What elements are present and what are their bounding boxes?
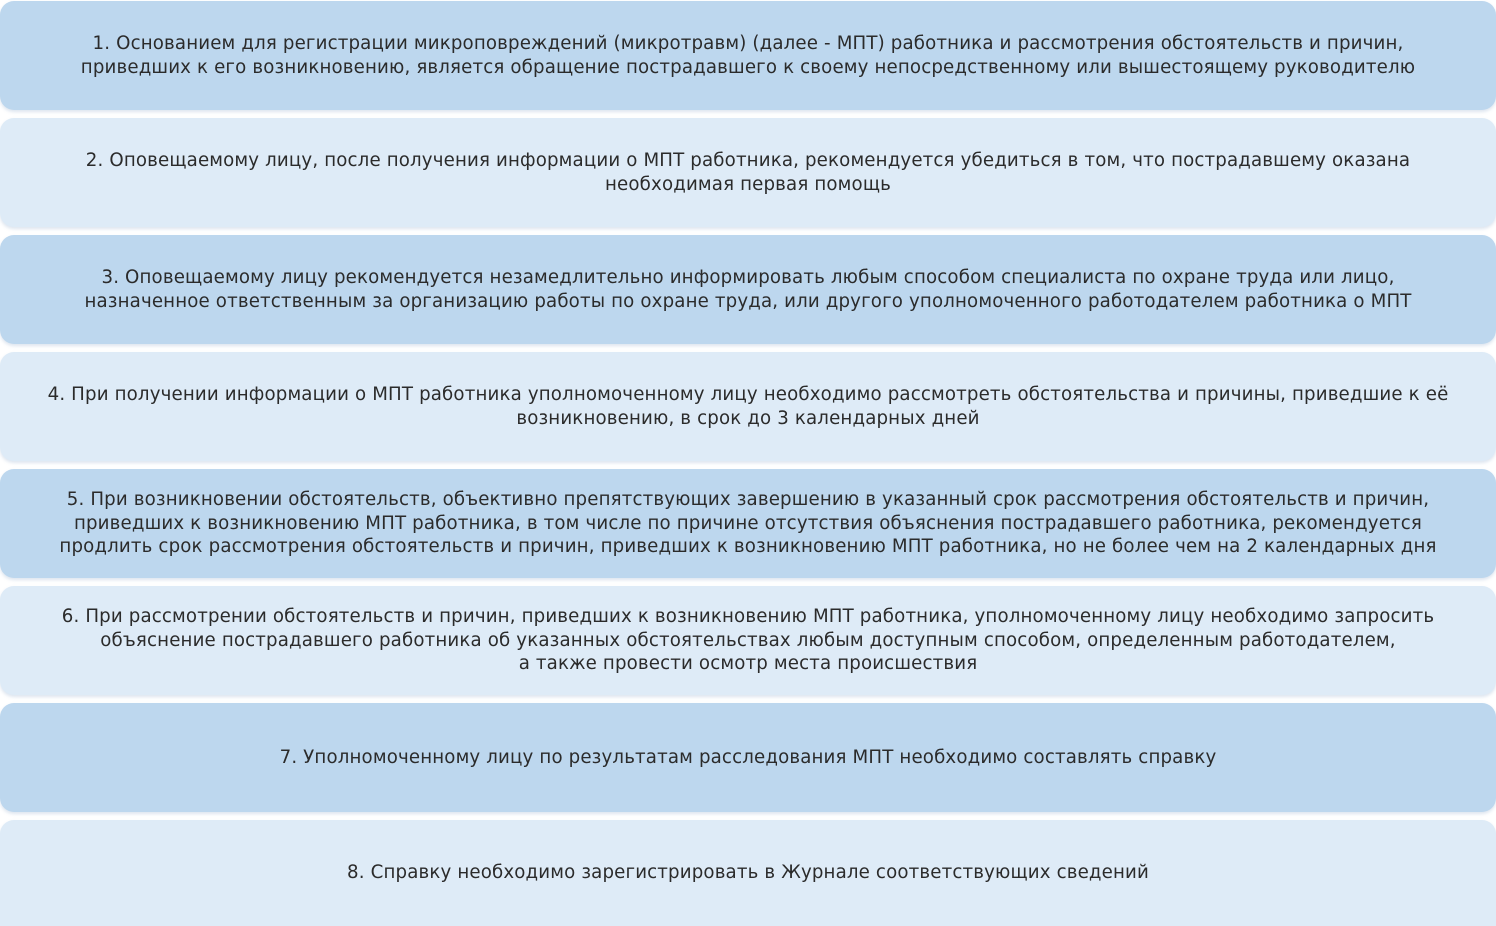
step-3-text: 3. Оповещаемому лицу рекомендуется незамедлительно информировать любым способом специалиста по охране труда или лицо, назначенное ответственным за организацию работы по охране труда, или другого уполномоченного работодателем работника о МПТ — [84, 267, 1412, 312]
step-2-text: 2. Оповещаемому лицу, после получения информации о МПТ работника, рекомендуется убедиться в том, что пострадавшему оказана необходимая первая помощь — [85, 150, 1411, 195]
step-8 — [0, 820, 1496, 926]
step-5 — [0, 469, 1496, 578]
step-7 — [0, 703, 1496, 812]
step-6 — [0, 586, 1496, 695]
step-6-text: 6. При рассмотрении обстоятельств и причин, приведших к возникновению МПТ работника, уполномоченному лицу необходимо запросить объяснение пострадавшего работника об указанных обстоятельствах любым доступным способом, определенным работодателем, а также провести осмотр места происшествия — [61, 606, 1435, 675]
step-7-text: 7. Уполномоченному лицу по результатам расследования МПТ необходимо составлять справку — [279, 746, 1217, 768]
step-4 — [0, 352, 1496, 461]
step-1 — [0, 1, 1496, 110]
step-3 — [0, 235, 1496, 344]
step-1-text: 1. Основанием для регистрации микроповреждений (микротравм) (далее - МПТ) работника и рассмотрения обстоятельств и причин, приведших к его возникновению, является обращение пострадавшего к своему непосредственному или вышестоящему руководителю — [80, 33, 1416, 78]
step-8-text: 8. Справку необходимо зарегистрировать в Журнале соответствующих сведений — [347, 862, 1149, 884]
step-5-text: 5. При возникновении обстоятельств, объективно препятствующих завершению в указанный срок рассмотрения обстоятельств и причин, приведших к возникновению МПТ работника, в том числе по причине отсутствия объяснения пострадавшего работника, рекомендуется продлить срок рассмотрения обстоятельств и причин, приведших к возникновению МПТ работника, но не более чем на 2 календарных дня — [59, 489, 1437, 558]
step-4-text: 4. При получении информации о МПТ работника уполномоченному лицу необходимо рассмотреть обстоятельства и причины, приведшие к её возникновению, в срок до 3 календарных дней — [47, 384, 1449, 429]
step-2 — [0, 118, 1496, 227]
